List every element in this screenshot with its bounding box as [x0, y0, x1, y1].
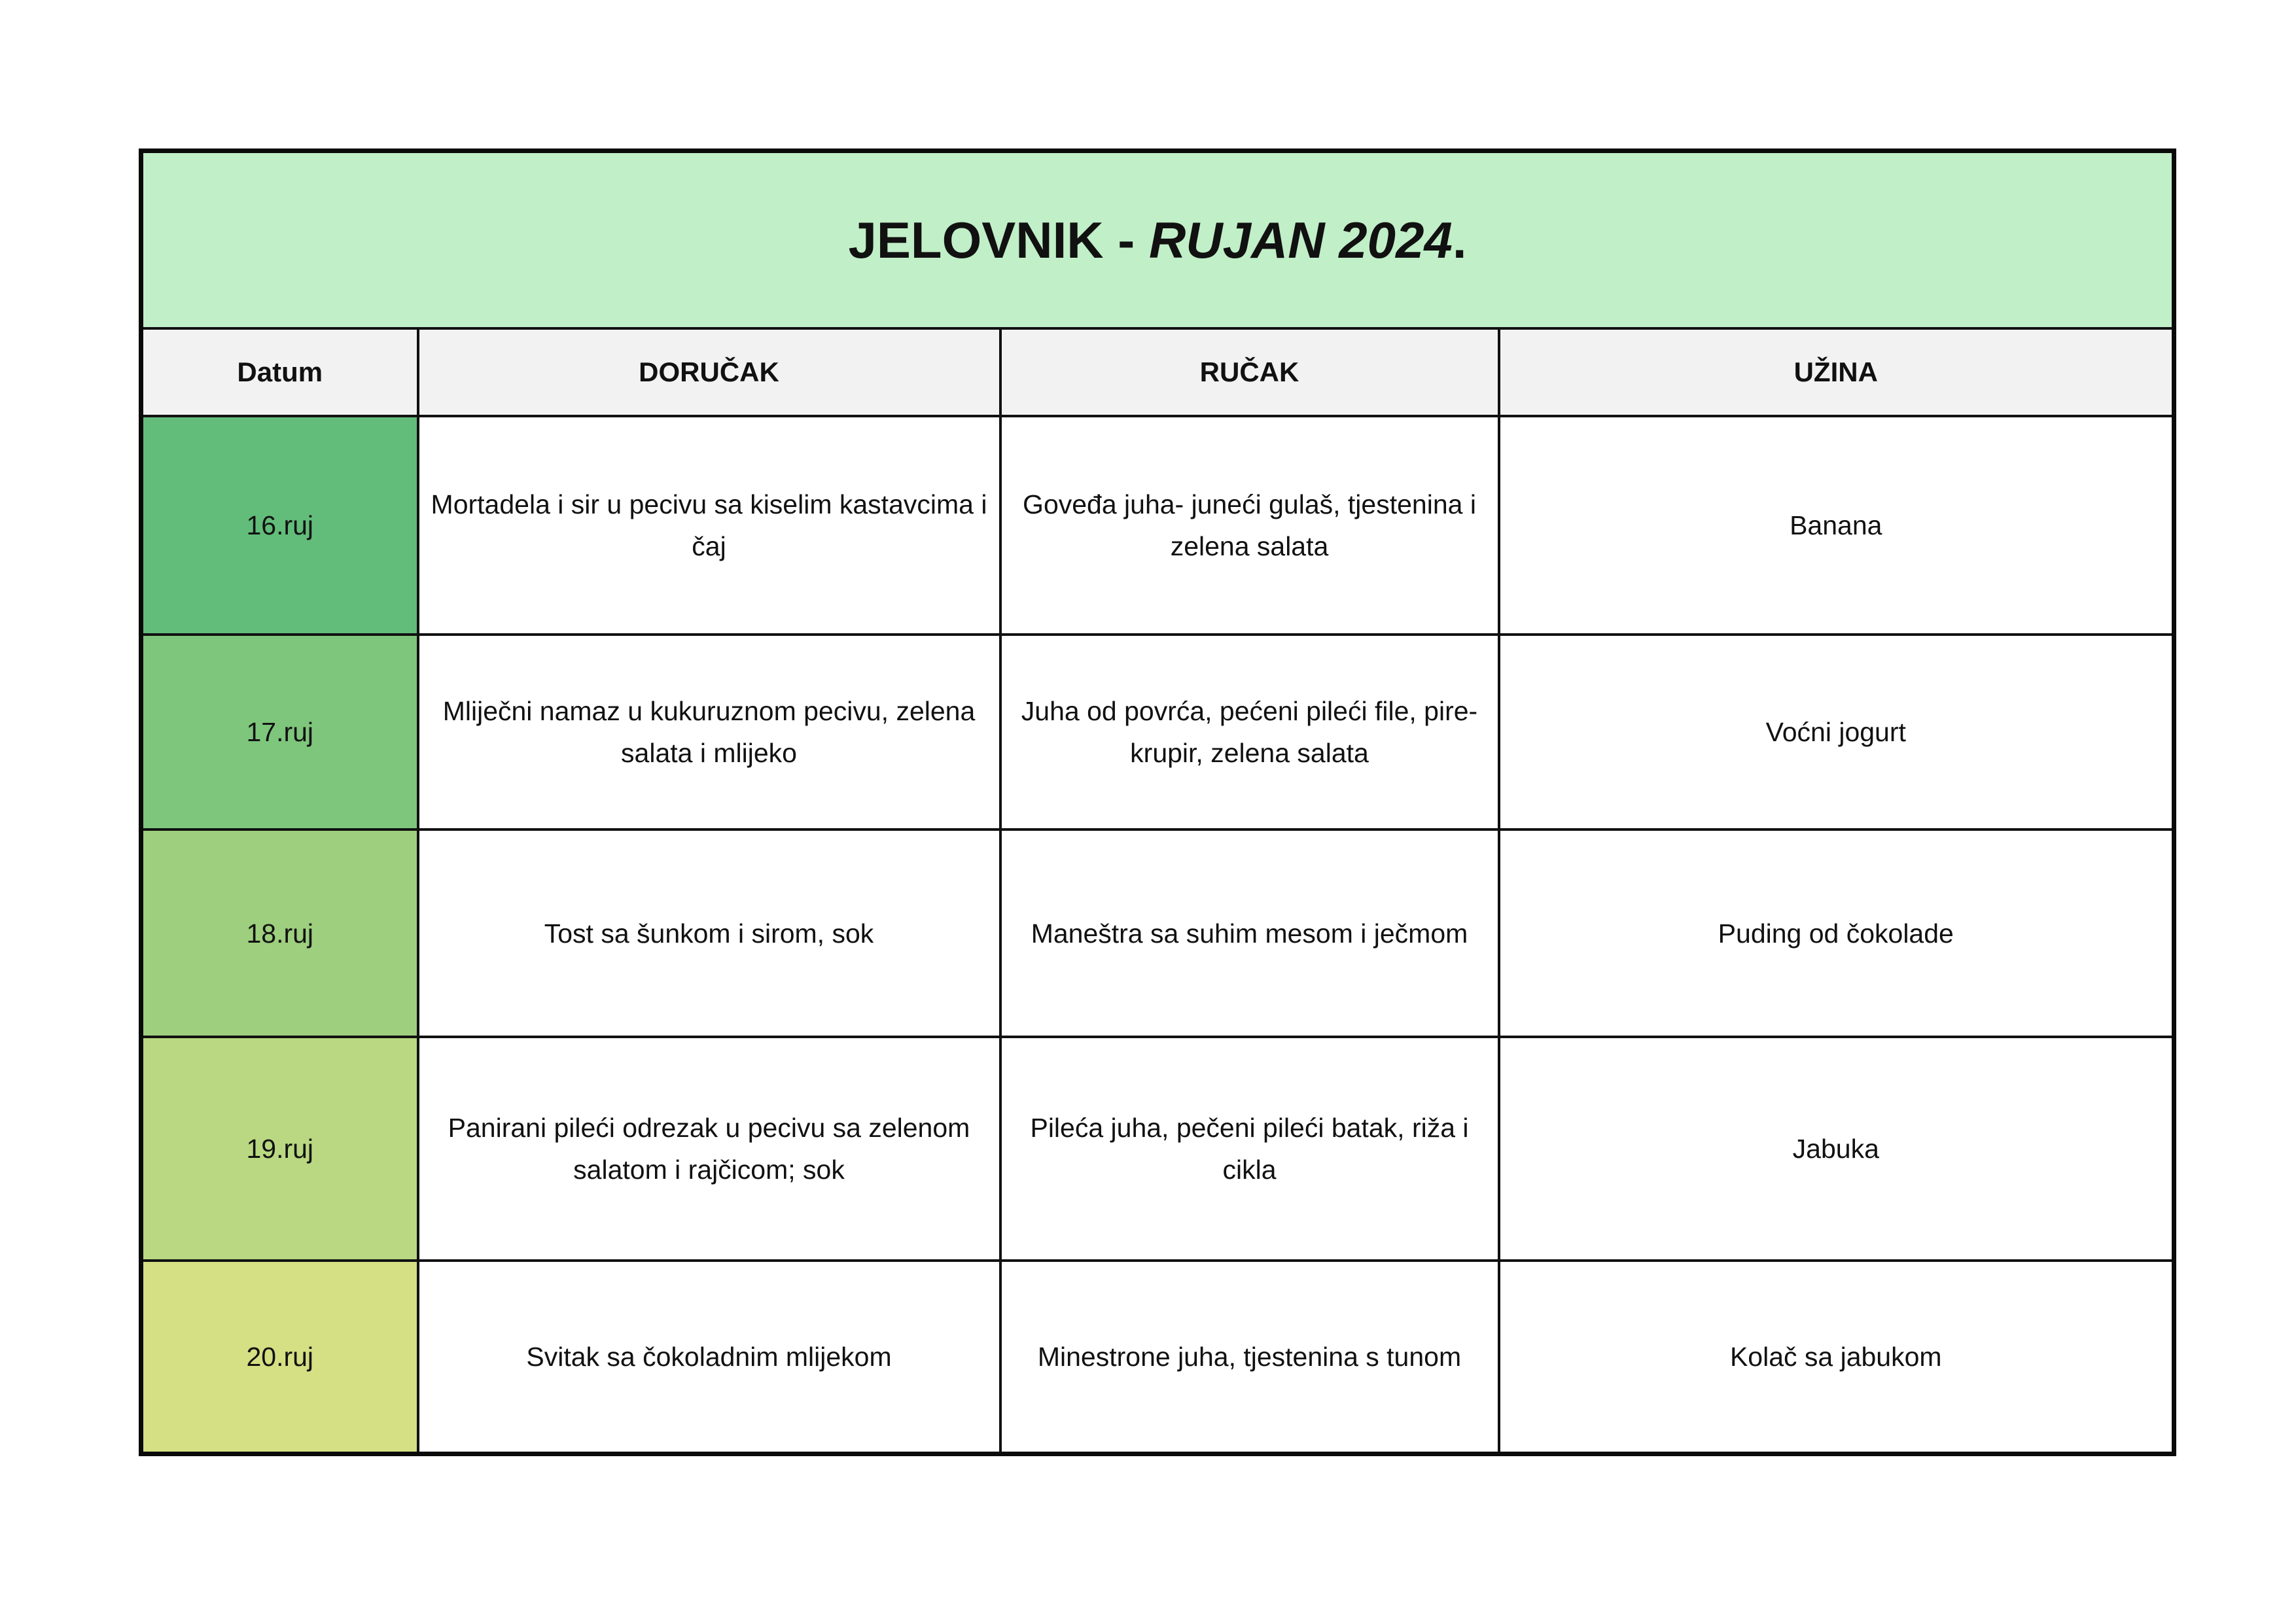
- lunch-cell: Juha od povrća, pećeni pileći file, pire-krupir, zelena salata: [1000, 635, 1499, 829]
- snack-cell: Puding od čokolade: [1499, 829, 2174, 1037]
- date-cell: 19.ruj: [141, 1037, 418, 1261]
- date-cell: 20.ruj: [141, 1261, 418, 1454]
- snack-cell: Jabuka: [1499, 1037, 2174, 1261]
- date-cell: 16.ruj: [141, 416, 418, 635]
- breakfast-cell: Tost sa šunkom i sirom, sok: [418, 829, 1000, 1037]
- header-lunch: RUČAK: [1000, 328, 1499, 416]
- lunch-cell: Minestrone juha, tjestenina s tunom: [1000, 1261, 1499, 1454]
- title-suffix: .: [1452, 211, 1467, 269]
- title-main: JELOVNIK -: [848, 211, 1149, 269]
- header-row: [141, 328, 2174, 416]
- breakfast-cell: Svitak sa čokoladnim mlijekom: [418, 1261, 1000, 1454]
- header-date: Datum: [141, 328, 418, 416]
- breakfast-cell: Mliječni namaz u kukuruznom pecivu, zelena salata i mlijeko: [418, 635, 1000, 829]
- header-snack: UŽINA: [1499, 328, 2174, 416]
- breakfast-cell: Mortadela i sir u pecivu sa kiselim kastavcima i čaj: [418, 416, 1000, 635]
- menu-table: [139, 148, 2176, 1456]
- date-cell: 17.ruj: [141, 635, 418, 829]
- breakfast-cell: Panirani pileći odrezak u pecivu sa zelenom salatom i rajčicom; sok: [418, 1037, 1000, 1261]
- title-month: RUJAN 2024: [1148, 211, 1453, 269]
- header-breakfast: DORUČAK: [418, 328, 1000, 416]
- table-row: [141, 829, 2174, 1037]
- snack-cell: Banana: [1499, 416, 2174, 635]
- lunch-cell: Goveđa juha- juneći gulaš, tjestenina i zelena salata: [1000, 416, 1499, 635]
- table-row: [141, 1037, 2174, 1261]
- page-title: [141, 151, 2174, 329]
- snack-cell: Voćni jogurt: [1499, 635, 2174, 829]
- table-row: [141, 416, 2174, 635]
- table-row: [141, 635, 2174, 829]
- date-cell: 18.ruj: [141, 829, 418, 1037]
- table-row: [141, 1261, 2174, 1454]
- lunch-cell: Pileća juha, pečeni pileći batak, riža i cikla: [1000, 1037, 1499, 1261]
- title-row: [141, 151, 2174, 329]
- lunch-cell: Maneštra sa suhim mesom i ječmom: [1000, 829, 1499, 1037]
- snack-cell: Kolač sa jabukom: [1499, 1261, 2174, 1454]
